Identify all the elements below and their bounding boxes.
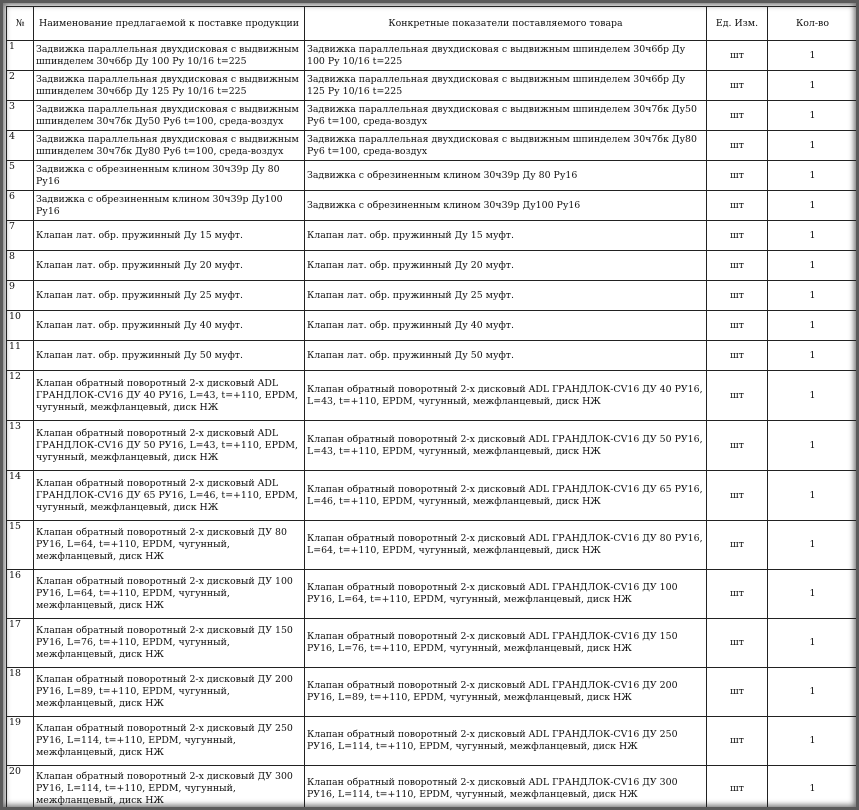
row-num: 9	[7, 281, 34, 311]
row-unit: шт	[707, 71, 768, 101]
row-qty: 1	[768, 421, 858, 471]
table-row	[7, 668, 858, 717]
table-row	[7, 161, 858, 191]
row-qty: 1	[768, 471, 858, 521]
row-unit: шт	[707, 161, 768, 191]
row-qty: 1	[768, 221, 858, 251]
row-spec: Задвижка с обрезиненным клином 30ч39р Ду 80 Ру16	[305, 161, 707, 191]
row-spec: Задвижка параллельная двухдисковая с выдвижным шпинделем 30ч6бр Ду 100 Ру 10/16 t=225	[305, 41, 707, 71]
row-unit: шт	[707, 521, 768, 570]
table-row	[7, 71, 858, 101]
row-name: Клапан обратный поворотный 2-х дисковый ADL ГРАНДЛОК-CV16 ДУ 65 РУ16, L=46, t=+110, EPDM, чугунный, межфланцевый, диск НЖ	[34, 471, 305, 521]
row-num: 14	[7, 471, 34, 521]
row-qty: 1	[768, 311, 858, 341]
row-unit: шт	[707, 421, 768, 471]
row-qty: 1	[768, 131, 858, 161]
row-spec: Клапан обратный поворотный 2-х дисковый ADL ГРАНДЛОК-CV16 ДУ 100 РУ16, L=64, t=+110, EPDM, чугунный, межфланцевый, диск НЖ	[305, 570, 707, 619]
row-unit: шт	[707, 766, 768, 810]
row-name: Клапан обратный поворотный 2-х дисковый ADL ГРАНДЛОК-CV16 ДУ 40 РУ16, L=43, t=+110, EPDM, чугунный, межфланцевый, диск НЖ	[34, 371, 305, 421]
row-name: Клапан лат. обр. пружинный Ду 50 муфт.	[34, 341, 305, 371]
row-spec: Клапан обратный поворотный 2-х дисковый ADL ГРАНДЛОК-CV16 ДУ 200 РУ16, L=89, t=+110, EPDM, чугунный, межфланцевый, диск НЖ	[305, 668, 707, 717]
row-name: Клапан обратный поворотный 2-х дисковый ДУ 150 РУ16, L=76, t=+110, EPDM, чугунный, межфланцевый, диск НЖ	[34, 619, 305, 668]
row-qty: 1	[768, 521, 858, 570]
row-spec: Клапан обратный поворотный 2-х дисковый ADL ГРАНДЛОК-CV16 ДУ 50 РУ16, L=43, t=+110, EPDM, чугунный, межфланцевый, диск НЖ	[305, 421, 707, 471]
row-name: Клапан обратный поворотный 2-х дисковый ДУ 100 РУ16, L=64, t=+110, EPDM, чугунный, межфланцевый, диск НЖ	[34, 570, 305, 619]
row-qty: 1	[768, 341, 858, 371]
table-row	[7, 341, 858, 371]
table-row	[7, 101, 858, 131]
table-row	[7, 251, 858, 281]
row-unit: шт	[707, 191, 768, 221]
row-qty: 1	[768, 251, 858, 281]
row-unit: шт	[707, 311, 768, 341]
row-num: 13	[7, 421, 34, 471]
row-unit: шт	[707, 251, 768, 281]
row-num: 2	[7, 71, 34, 101]
row-qty: 1	[768, 161, 858, 191]
row-spec: Клапан лат. обр. пружинный Ду 20 муфт.	[305, 251, 707, 281]
row-name: Клапан обратный поворотный 2-х дисковый ДУ 80 РУ16, L=64, t=+110, EPDM, чугунный, межфланцевый, диск НЖ	[34, 521, 305, 570]
table-header-row	[7, 7, 858, 41]
table-row	[7, 371, 858, 421]
row-name: Клапан лат. обр. пружинный Ду 40 муфт.	[34, 311, 305, 341]
row-unit: шт	[707, 101, 768, 131]
row-num: 3	[7, 101, 34, 131]
row-num: 19	[7, 717, 34, 766]
header-unit: Ед. Изм.	[707, 7, 768, 41]
header-name: Наименование предлагаемой к поставке продукции	[34, 7, 305, 41]
row-spec: Клапан лат. обр. пружинный Ду 15 муфт.	[305, 221, 707, 251]
row-qty: 1	[768, 570, 858, 619]
row-unit: шт	[707, 371, 768, 421]
product-spec-table	[6, 6, 858, 810]
row-spec: Клапан обратный поворотный 2-х дисковый ADL ГРАНДЛОК-CV16 ДУ 65 РУ16, L=46, t=+110, EPDM, чугунный, межфланцевый, диск НЖ	[305, 471, 707, 521]
row-num: 16	[7, 570, 34, 619]
table-row	[7, 191, 858, 221]
row-name: Задвижка с обрезиненным клином 30ч39р Ду100 Ру16	[34, 191, 305, 221]
row-unit: шт	[707, 341, 768, 371]
row-unit: шт	[707, 619, 768, 668]
table-row	[7, 221, 858, 251]
row-num: 12	[7, 371, 34, 421]
row-spec: Задвижка параллельная двухдисковая с выдвижным шпинделем 30ч7бк Ду50 Ру6 t=100, среда-воздух	[305, 101, 707, 131]
row-unit: шт	[707, 41, 768, 71]
row-num: 15	[7, 521, 34, 570]
row-num: 10	[7, 311, 34, 341]
row-unit: шт	[707, 717, 768, 766]
row-spec: Задвижка с обрезиненным клином 30ч39р Ду100 Ру16	[305, 191, 707, 221]
table-row	[7, 471, 858, 521]
row-name: Задвижка с обрезиненным клином 30ч39р Ду 80 Ру16	[34, 161, 305, 191]
row-name: Клапан лат. обр. пружинный Ду 15 муфт.	[34, 221, 305, 251]
table-row	[7, 521, 858, 570]
row-unit: шт	[707, 131, 768, 161]
row-num: 20	[7, 766, 34, 810]
row-qty: 1	[768, 191, 858, 221]
table-row	[7, 421, 858, 471]
row-spec: Клапан лат. обр. пружинный Ду 40 муфт.	[305, 311, 707, 341]
row-num: 4	[7, 131, 34, 161]
table-row	[7, 717, 858, 766]
row-qty: 1	[768, 619, 858, 668]
row-spec: Клапан обратный поворотный 2-х дисковый ADL ГРАНДЛОК-CV16 ДУ 150 РУ16, L=76, t=+110, EPDM, чугунный, межфланцевый, диск НЖ	[305, 619, 707, 668]
row-qty: 1	[768, 281, 858, 311]
table-row	[7, 41, 858, 71]
row-name: Клапан обратный поворотный 2-х дисковый ДУ 200 РУ16, L=89, t=+110, EPDM, чугунный, межфланцевый, диск НЖ	[34, 668, 305, 717]
row-name: Задвижка параллельная двухдисковая с выдвижным шпинделем 30ч7бк Ду80 Ру6 t=100, среда-воздух	[34, 131, 305, 161]
row-name: Клапан обратный поворотный 2-х дисковый ДУ 300 РУ16, L=114, t=+110, EPDM, чугунный, межфланцевый, диск НЖ	[34, 766, 305, 810]
row-unit: шт	[707, 221, 768, 251]
table-row	[7, 281, 858, 311]
row-unit: шт	[707, 570, 768, 619]
row-num: 18	[7, 668, 34, 717]
row-spec: Клапан лат. обр. пружинный Ду 25 муфт.	[305, 281, 707, 311]
row-spec: Клапан обратный поворотный 2-х дисковый ADL ГРАНДЛОК-CV16 ДУ 250 РУ16, L=114, t=+110, EPDM, чугунный, межфланцевый, диск НЖ	[305, 717, 707, 766]
table-row	[7, 766, 858, 810]
row-qty: 1	[768, 668, 858, 717]
row-name: Клапан лат. обр. пружинный Ду 25 муфт.	[34, 281, 305, 311]
row-spec: Клапан обратный поворотный 2-х дисковый ADL ГРАНДЛОК-CV16 ДУ 300 РУ16, L=114, t=+110, EPDM, чугунный, межфланцевый, диск НЖ	[305, 766, 707, 810]
row-num: 6	[7, 191, 34, 221]
row-spec: Клапан лат. обр. пружинный Ду 50 муфт.	[305, 341, 707, 371]
row-unit: шт	[707, 668, 768, 717]
table-row	[7, 131, 858, 161]
row-num: 17	[7, 619, 34, 668]
row-spec: Клапан обратный поворотный 2-х дисковый ADL ГРАНДЛОК-CV16 ДУ 80 РУ16, L=64, t=+110, EPDM, чугунный, межфланцевый, диск НЖ	[305, 521, 707, 570]
header-num: №	[7, 7, 34, 41]
row-qty: 1	[768, 101, 858, 131]
header-qty: Кол-во	[768, 7, 858, 41]
row-num: 11	[7, 341, 34, 371]
row-qty: 1	[768, 371, 858, 421]
row-qty: 1	[768, 41, 858, 71]
row-spec: Задвижка параллельная двухдисковая с выдвижным шпинделем 30ч6бр Ду 125 Ру 10/16 t=225	[305, 71, 707, 101]
row-num: 8	[7, 251, 34, 281]
row-name: Клапан лат. обр. пружинный Ду 20 муфт.	[34, 251, 305, 281]
row-name: Клапан обратный поворотный 2-х дисковый ADL ГРАНДЛОК-CV16 ДУ 50 РУ16, L=43, t=+110, EPDM, чугунный, межфланцевый, диск НЖ	[34, 421, 305, 471]
row-name: Задвижка параллельная двухдисковая с выдвижным шпинделем 30ч7бк Ду50 Ру6 t=100, среда-воздух	[34, 101, 305, 131]
table-row	[7, 619, 858, 668]
row-num: 1	[7, 41, 34, 71]
row-num: 7	[7, 221, 34, 251]
row-spec: Задвижка параллельная двухдисковая с выдвижным шпинделем 30ч7бк Ду80 Ру6 t=100, среда-воздух	[305, 131, 707, 161]
table-row	[7, 311, 858, 341]
row-qty: 1	[768, 71, 858, 101]
row-num: 5	[7, 161, 34, 191]
row-name: Клапан обратный поворотный 2-х дисковый ДУ 250 РУ16, L=114, t=+110, EPDM, чугунный, межфланцевый, диск НЖ	[34, 717, 305, 766]
row-spec: Клапан обратный поворотный 2-х дисковый ADL ГРАНДЛОК-CV16 ДУ 40 РУ16, L=43, t=+110, EPDM, чугунный, межфланцевый, диск НЖ	[305, 371, 707, 421]
row-name: Задвижка параллельная двухдисковая с выдвижным шпинделем 30ч6бр Ду 125 Ру 10/16 t=225	[34, 71, 305, 101]
header-spec: Конкретные показатели поставляемого товара	[305, 7, 707, 41]
row-name: Задвижка параллельная двухдисковая с выдвижным шпинделем 30ч6бр Ду 100 Ру 10/16 t=225	[34, 41, 305, 71]
row-unit: шт	[707, 281, 768, 311]
table-row	[7, 570, 858, 619]
row-qty: 1	[768, 766, 858, 810]
row-qty: 1	[768, 717, 858, 766]
row-unit: шт	[707, 471, 768, 521]
